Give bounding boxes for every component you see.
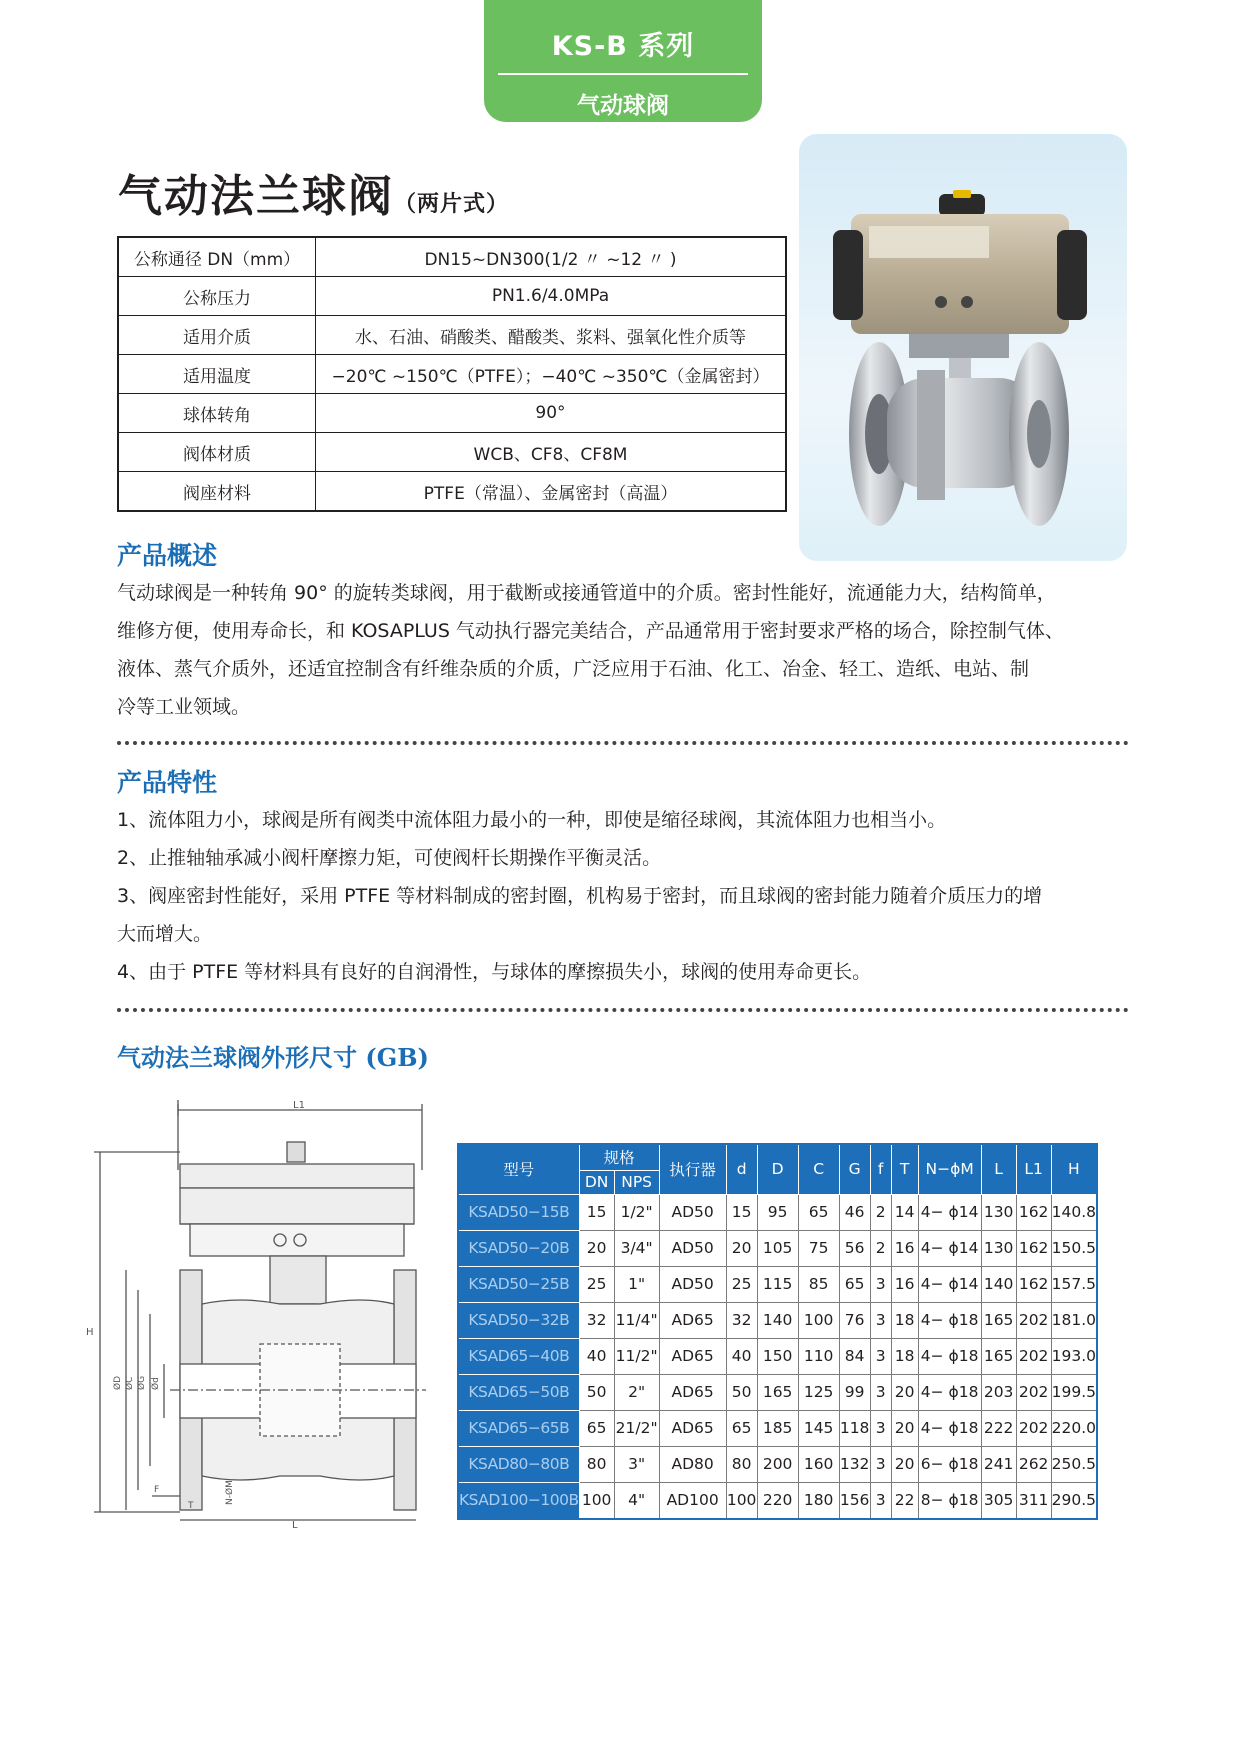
- overview-paragraph: [117, 574, 1129, 726]
- cell-nps: 2": [614, 1374, 659, 1410]
- spec-value: −20℃ ~150℃（PTFE）；−40℃ ~350℃（金属密封）: [316, 355, 787, 394]
- spec-row: [118, 394, 786, 433]
- cell-D: 220: [757, 1482, 798, 1519]
- cell-G: 56: [839, 1230, 870, 1266]
- cell-H: 290.5: [1051, 1482, 1097, 1519]
- cell-n-m: 4− ϕ14: [918, 1266, 981, 1302]
- cell-D: 105: [757, 1230, 798, 1266]
- paragraph-line: 2、止推轴轴承减小阀杆摩擦力矩，可使阀杆长期操作平衡灵活。: [117, 847, 662, 869]
- spec-value: PN1.6/4.0MPa: [316, 277, 787, 316]
- cell-dn: 40: [579, 1338, 614, 1374]
- cell-L1: 162: [1016, 1230, 1051, 1266]
- cell-D: 140: [757, 1302, 798, 1338]
- cell-n-m: 4− ϕ18: [918, 1338, 981, 1374]
- cell-C: 110: [798, 1338, 839, 1374]
- cell-n-m: 4− ϕ14: [918, 1230, 981, 1266]
- cell-L1: 202: [1016, 1410, 1051, 1446]
- cell-L1: 202: [1016, 1338, 1051, 1374]
- cell-d: 32: [726, 1302, 757, 1338]
- cell-actuator: AD50: [659, 1194, 726, 1230]
- cell-H: 199.5: [1051, 1374, 1097, 1410]
- cell-f: 3: [870, 1410, 891, 1446]
- cell-actuator: AD80: [659, 1446, 726, 1482]
- cell-C: 85: [798, 1266, 839, 1302]
- cell-n-m: 4− ϕ14: [918, 1194, 981, 1230]
- cell-d: 25: [726, 1266, 757, 1302]
- cell-f: 3: [870, 1482, 891, 1519]
- spec-value: PTFE（常温）、金属密封（高温）: [316, 472, 787, 512]
- paragraph-line: 维修方便，使用寿命长，和 KOSAPLUS 气动执行器完美结合，产品通常用于密封要求严格的场合，除控制气体、: [117, 620, 1064, 642]
- paragraph-line: 4、由于 PTFE 等材料具有良好的自润滑性，与球体的摩擦损失小，球阀的使用寿命更长。: [117, 961, 872, 983]
- series-title: KS-B 系列: [551, 31, 695, 62]
- cell-dn: 100: [579, 1482, 614, 1519]
- cell-G: 156: [839, 1482, 870, 1519]
- cell-C: 125: [798, 1374, 839, 1410]
- label-G: ØG: [137, 1375, 147, 1390]
- col-T: T: [891, 1144, 918, 1194]
- spec-value: 90°: [316, 394, 787, 433]
- cell-model: KSAD65−40B: [458, 1338, 579, 1374]
- cell-n-m: 4− ϕ18: [918, 1374, 981, 1410]
- spec-row: [118, 316, 786, 355]
- dimensions-table: [457, 1143, 1098, 1520]
- col-NM: N−ϕM: [918, 1144, 981, 1194]
- spec-table: [117, 236, 787, 512]
- cell-n-m: 8− ϕ18: [918, 1482, 981, 1519]
- table-row: [458, 1266, 1097, 1302]
- cell-T: 22: [891, 1482, 918, 1519]
- cell-model: KSAD50−32B: [458, 1302, 579, 1338]
- label-L1: L1: [293, 1100, 305, 1111]
- table-row: [458, 1410, 1097, 1446]
- features-list: [117, 801, 1129, 991]
- spec-row: [118, 277, 786, 316]
- cell-dn: 20: [579, 1230, 614, 1266]
- cell-f: 2: [870, 1230, 891, 1266]
- cell-T: 20: [891, 1410, 918, 1446]
- cell-H: 220.0: [1051, 1410, 1097, 1446]
- cell-model: KSAD50−15B: [458, 1194, 579, 1230]
- cell-nps: 3/4": [614, 1230, 659, 1266]
- cell-f: 3: [870, 1446, 891, 1482]
- cell-nps: 4": [614, 1482, 659, 1519]
- cell-nps: 1/2": [614, 1194, 659, 1230]
- label-NM: N-ØM: [225, 1480, 235, 1505]
- col-spec: 规格: [579, 1144, 659, 1170]
- col-G: G: [839, 1144, 870, 1194]
- cell-H: 181.0: [1051, 1302, 1097, 1338]
- cell-nps: 11/2": [614, 1338, 659, 1374]
- cell-actuator: AD50: [659, 1266, 726, 1302]
- col-L: L: [981, 1144, 1016, 1194]
- label-F: F: [154, 1485, 160, 1495]
- cell-C: 145: [798, 1410, 839, 1446]
- cell-D: 185: [757, 1410, 798, 1446]
- paragraph-line: 大而增大。: [117, 923, 213, 945]
- cell-dn: 65: [579, 1410, 614, 1446]
- label-L: L: [292, 1520, 298, 1530]
- cell-G: 132: [839, 1446, 870, 1482]
- cell-dn: 25: [579, 1266, 614, 1302]
- cell-d: 15: [726, 1194, 757, 1230]
- spec-label: 公称压力: [118, 277, 316, 316]
- cell-H: 157.5: [1051, 1266, 1097, 1302]
- dimensions-heading: 气动法兰球阀外形尺寸 (GB): [117, 1043, 429, 1072]
- col-D: D: [757, 1144, 798, 1194]
- spec-row: [118, 472, 786, 512]
- cell-G: 76: [839, 1302, 870, 1338]
- paragraph-line: 3、阀座密封性能好，采用 PTFE 等材料制成的密封圈，机构易于密封，而且球阀的密封能力随着介质压力的增: [117, 885, 1043, 907]
- table-row: [458, 1338, 1097, 1374]
- cell-n-m: 4− ϕ18: [918, 1410, 981, 1446]
- cell-H: 150.5: [1051, 1230, 1097, 1266]
- table-row: [458, 1374, 1097, 1410]
- spec-label: 阀体材质: [118, 433, 316, 472]
- table-row: [458, 1230, 1097, 1266]
- col-model: 型号: [458, 1144, 579, 1194]
- cell-L1: 262: [1016, 1446, 1051, 1482]
- cell-D: 115: [757, 1266, 798, 1302]
- cell-d: 50: [726, 1374, 757, 1410]
- product-title: [118, 160, 509, 224]
- divider: [498, 73, 748, 75]
- cell-G: 118: [839, 1410, 870, 1446]
- dotted-divider: [117, 741, 1129, 745]
- paragraph-line: 冷等工业领域。: [117, 696, 251, 718]
- cell-T: 14: [891, 1194, 918, 1230]
- cell-L: 203: [981, 1374, 1016, 1410]
- table-row: [458, 1446, 1097, 1482]
- cell-dn: 50: [579, 1374, 614, 1410]
- category-title: 气动球阀: [577, 93, 669, 119]
- cell-T: 16: [891, 1230, 918, 1266]
- col-f: f: [870, 1144, 891, 1194]
- cell-d: 80: [726, 1446, 757, 1482]
- cell-L1: 311: [1016, 1482, 1051, 1519]
- cell-model: KSAD50−25B: [458, 1266, 579, 1302]
- label-T: T: [188, 1501, 194, 1511]
- col-actuator: 执行器: [659, 1144, 726, 1194]
- cell-T: 20: [891, 1446, 918, 1482]
- series-tab: [484, 0, 762, 122]
- cell-f: 2: [870, 1194, 891, 1230]
- cell-d: 20: [726, 1230, 757, 1266]
- cell-C: 100: [798, 1302, 839, 1338]
- table-row: [458, 1194, 1097, 1230]
- spec-row: [118, 433, 786, 472]
- cell-G: 46: [839, 1194, 870, 1230]
- cell-n-m: 6− ϕ18: [918, 1446, 981, 1482]
- cell-dn: 32: [579, 1302, 614, 1338]
- dotted-divider: [117, 1008, 1129, 1012]
- col-d-lower: d: [726, 1144, 757, 1194]
- cell-f: 3: [870, 1338, 891, 1374]
- paragraph-line: 液体、蒸气介质外，还适宜控制含有纤维杂质的介质，广泛应用于石油、化工、冶金、轻工、造纸、电站、制: [117, 658, 1030, 680]
- cell-C: 65: [798, 1194, 839, 1230]
- cell-actuator: AD65: [659, 1302, 726, 1338]
- cell-L1: 162: [1016, 1194, 1051, 1230]
- paragraph-line: 气动球阀是一种转角 90° 的旋转类球阀，用于截断或接通管道中的介质。密封性能好，流通能力大，结构简单，: [117, 582, 1056, 604]
- overview-heading: 产品概述: [117, 541, 218, 570]
- cell-model: KSAD65−65B: [458, 1410, 579, 1446]
- cell-L1: 202: [1016, 1302, 1051, 1338]
- cell-model: KSAD80−80B: [458, 1446, 579, 1482]
- cell-n-m: 4− ϕ18: [918, 1302, 981, 1338]
- col-dn: DN: [579, 1170, 614, 1194]
- cell-C: 180: [798, 1482, 839, 1519]
- cell-model: KSAD65−50B: [458, 1374, 579, 1410]
- label-H: H: [86, 1327, 94, 1338]
- cell-dn: 15: [579, 1194, 614, 1230]
- cell-D: 200: [757, 1446, 798, 1482]
- cell-G: 84: [839, 1338, 870, 1374]
- cell-C: 75: [798, 1230, 839, 1266]
- cell-T: 20: [891, 1374, 918, 1410]
- paragraph-line: 1、流体阻力小，球阀是所有阀类中流体阻力最小的一种，即使是缩径球阀，其流体阻力也相当小。: [117, 809, 947, 831]
- cell-L1: 202: [1016, 1374, 1051, 1410]
- cell-model: KSAD50−20B: [458, 1230, 579, 1266]
- table-row: [458, 1482, 1097, 1519]
- cell-T: 18: [891, 1338, 918, 1374]
- cell-d: 100: [726, 1482, 757, 1519]
- cell-nps: 1": [614, 1266, 659, 1302]
- spec-label: 阀座材料: [118, 472, 316, 512]
- cell-model: KSAD100−100B: [458, 1482, 579, 1519]
- cell-D: 95: [757, 1194, 798, 1230]
- cell-D: 165: [757, 1374, 798, 1410]
- cell-f: 3: [870, 1302, 891, 1338]
- cell-actuator: AD100: [659, 1482, 726, 1519]
- cell-d: 65: [726, 1410, 757, 1446]
- cell-L: 165: [981, 1338, 1016, 1374]
- spec-label: 适用温度: [118, 355, 316, 394]
- cell-nps: 11/4": [614, 1302, 659, 1338]
- cell-L: 165: [981, 1302, 1016, 1338]
- product-photo: [799, 134, 1127, 561]
- spec-value: WCB、CF8、CF8M: [316, 433, 787, 472]
- cell-L: 140: [981, 1266, 1016, 1302]
- col-C: C: [798, 1144, 839, 1194]
- cell-G: 99: [839, 1374, 870, 1410]
- technical-drawing: [80, 1100, 440, 1530]
- cell-H: 140.8: [1051, 1194, 1097, 1230]
- cell-D: 150: [757, 1338, 798, 1374]
- cell-H: 250.5: [1051, 1446, 1097, 1482]
- spec-label: 适用介质: [118, 316, 316, 355]
- spec-label: 球体转角: [118, 394, 316, 433]
- cell-nps: 3": [614, 1446, 659, 1482]
- label-d: Ød: [151, 1377, 161, 1390]
- product-title-main: 气动法兰球阀: [118, 171, 394, 222]
- cell-d: 40: [726, 1338, 757, 1374]
- col-nps: NPS: [614, 1170, 659, 1194]
- spec-value: 水、石油、硝酸类、醋酸类、浆料、强氧化性介质等: [316, 316, 787, 355]
- cell-L1: 162: [1016, 1266, 1051, 1302]
- label-D: ØD: [113, 1375, 123, 1390]
- cell-L: 222: [981, 1410, 1016, 1446]
- cell-dn: 80: [579, 1446, 614, 1482]
- cell-C: 160: [798, 1446, 839, 1482]
- spec-row: [118, 237, 786, 277]
- col-L1: L1: [1016, 1144, 1051, 1194]
- cell-T: 18: [891, 1302, 918, 1338]
- cell-nps: 21/2": [614, 1410, 659, 1446]
- cell-actuator: AD65: [659, 1374, 726, 1410]
- cell-L: 241: [981, 1446, 1016, 1482]
- features-heading: 产品特性: [117, 768, 218, 797]
- label-C: ØC: [125, 1376, 135, 1390]
- spec-row: [118, 355, 786, 394]
- cell-actuator: AD50: [659, 1230, 726, 1266]
- cell-L: 130: [981, 1194, 1016, 1230]
- cell-L: 130: [981, 1230, 1016, 1266]
- cell-H: 193.0: [1051, 1338, 1097, 1374]
- product-title-subtitle: （两片式）: [394, 191, 510, 217]
- cell-f: 3: [870, 1374, 891, 1410]
- spec-value: DN15~DN300(1/2 〃 ~12 〃 ): [316, 237, 787, 277]
- spec-label: 公称通径 DN（mm）: [118, 237, 316, 277]
- cell-f: 3: [870, 1266, 891, 1302]
- table-row: [458, 1302, 1097, 1338]
- cell-T: 16: [891, 1266, 918, 1302]
- cell-G: 65: [839, 1266, 870, 1302]
- cell-actuator: AD65: [659, 1338, 726, 1374]
- col-H: H: [1051, 1144, 1097, 1194]
- cell-actuator: AD65: [659, 1410, 726, 1446]
- cell-L: 305: [981, 1482, 1016, 1519]
